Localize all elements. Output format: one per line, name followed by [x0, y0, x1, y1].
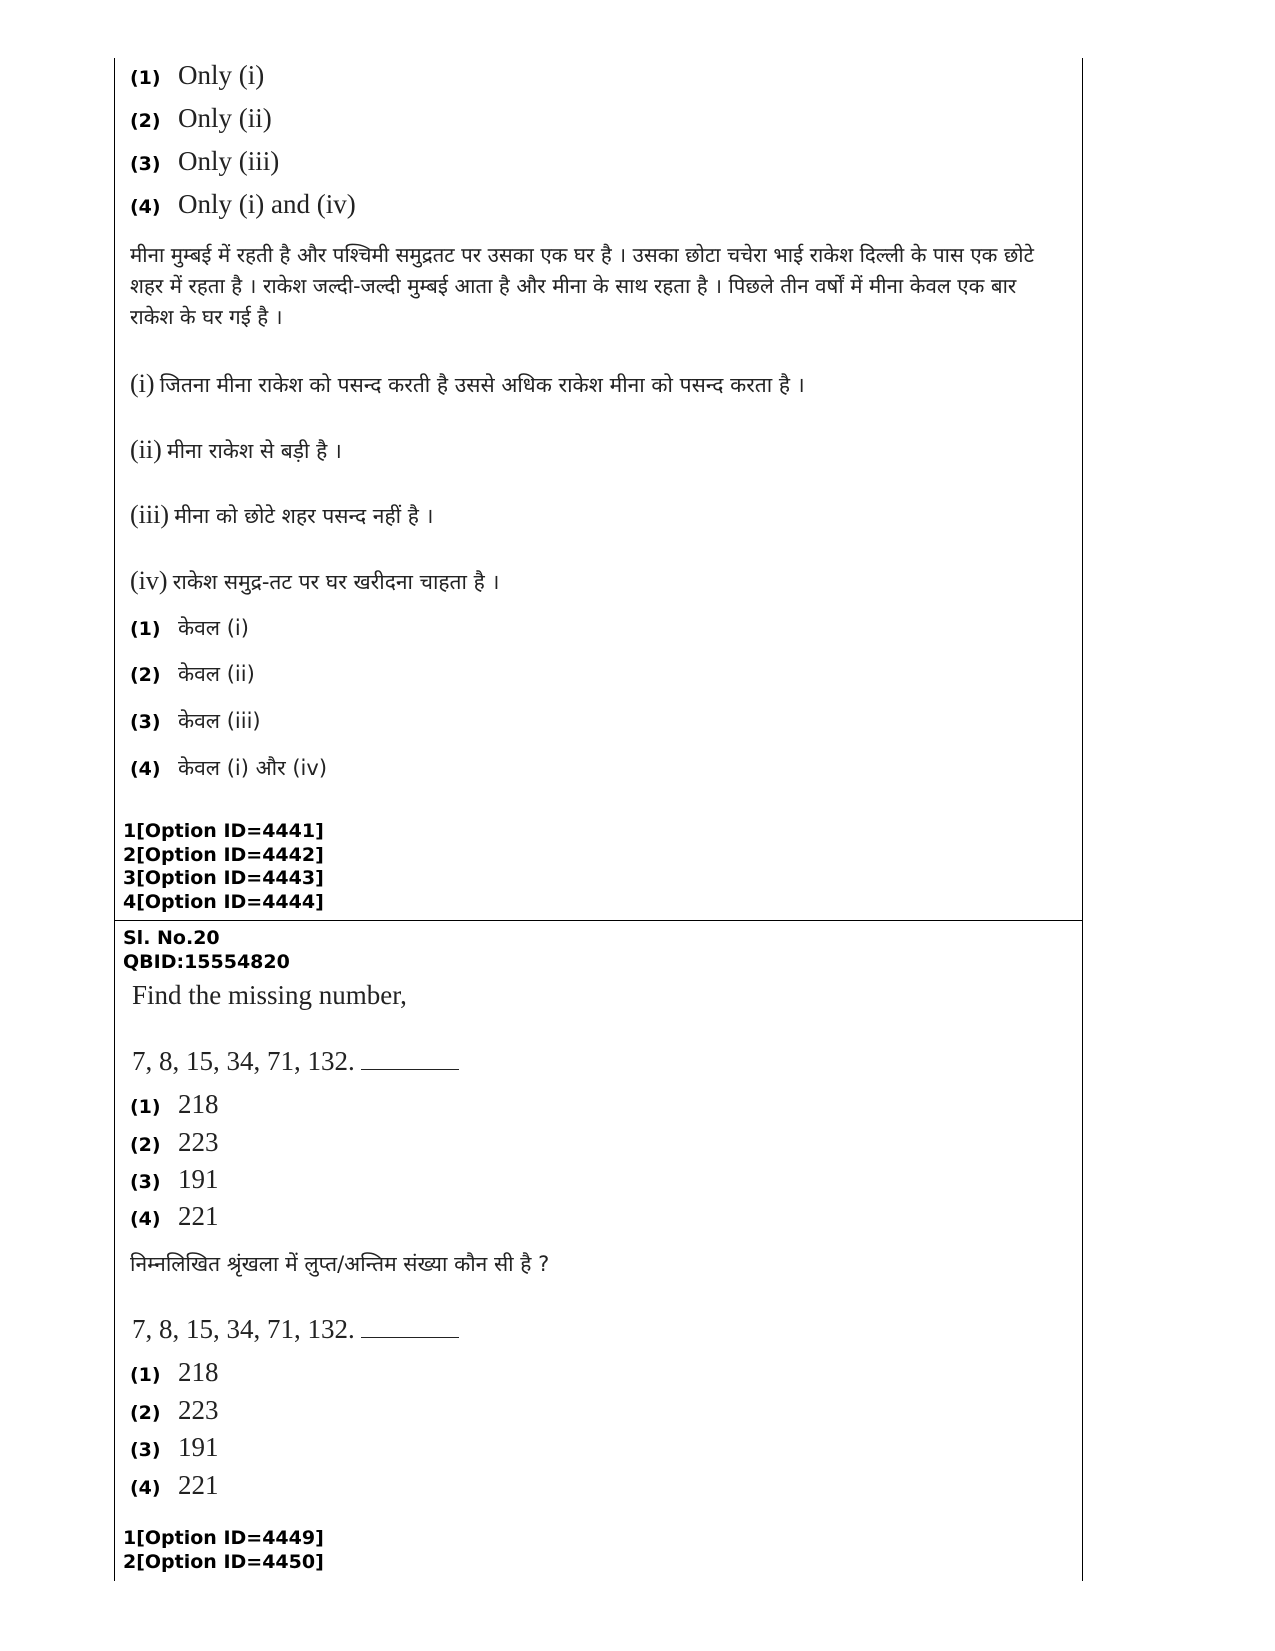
q20-hindi-option-3	[130, 1432, 219, 1463]
question-text: निम्नलिखित श्रृंखला में लुप्त/अन्तिम संख्या कौन सी है ?	[130, 1252, 550, 1276]
option-text: केवल (ii)	[178, 662, 255, 686]
option-text: 221	[178, 1201, 219, 1231]
option-id: 4[Option ID=4444]	[123, 890, 324, 913]
option-text: केवल (iii)	[178, 709, 261, 733]
option-number: (1)	[130, 67, 161, 89]
q19-hindi-statement-1	[130, 369, 805, 399]
series-text: 7, 8, 15, 34, 71, 132.	[132, 1314, 355, 1344]
q20-english-question: Find the missing number,	[132, 980, 407, 1010]
option-number: (2)	[130, 664, 161, 686]
q20-option-ids	[123, 1527, 324, 1574]
q19-english-option-3	[130, 146, 279, 177]
option-text: 218	[178, 1089, 219, 1119]
option-number: (2)	[130, 110, 161, 132]
serial-number: Sl. No.20	[123, 927, 220, 949]
option-text: केवल (i)	[178, 616, 249, 640]
option-text: केवल (i) और (iv)	[178, 756, 328, 780]
statement-text: मीना राकेश से बड़ी है ।	[167, 439, 342, 463]
q20-hindi-option-4	[130, 1470, 219, 1501]
option-id: 2[Option ID=4450]	[123, 1550, 324, 1573]
q19-hindi-option-4	[130, 754, 327, 782]
q19-hindi-statement-4	[130, 566, 499, 596]
option-number: (4)	[130, 758, 161, 780]
option-number: (2)	[130, 1402, 161, 1424]
qbid: QBID:15554820	[123, 951, 290, 973]
row-divider	[114, 920, 1083, 921]
option-number: (3)	[130, 1171, 161, 1193]
option-id: 1[Option ID=4449]	[123, 1527, 324, 1549]
option-text: Only (i)	[178, 60, 265, 90]
q20-hindi-option-1	[130, 1357, 219, 1388]
option-id: 3[Option ID=4443]	[123, 867, 324, 889]
option-text: 223	[178, 1127, 219, 1157]
answer-blank	[361, 1068, 459, 1070]
option-number: (3)	[130, 1439, 161, 1461]
option-id: 1[Option ID=4441]	[123, 820, 324, 842]
option-number: (1)	[130, 1096, 161, 1118]
q19-hindi-option-1	[130, 614, 249, 642]
right-border	[1082, 58, 1083, 1581]
q20-hindi-question	[130, 1250, 549, 1278]
option-id: 2[Option ID=4442]	[123, 843, 324, 866]
option-number: (3)	[130, 711, 161, 733]
option-number: (1)	[130, 618, 161, 640]
option-number: (2)	[130, 1134, 161, 1156]
q20-english-option-1	[130, 1089, 219, 1120]
statement-text: मीना को छोटे शहर पसन्द नहीं है ।	[174, 504, 434, 528]
q19-option-ids	[123, 820, 324, 914]
q19-hindi-option-2	[130, 660, 255, 688]
option-text: 191	[178, 1432, 219, 1462]
statement-number: (ii)	[130, 435, 162, 464]
option-text: Only (iii)	[178, 146, 280, 176]
option-text: Only (i) and (iv)	[178, 189, 356, 219]
option-text: 191	[178, 1164, 219, 1194]
option-number: (4)	[130, 1208, 161, 1230]
option-text: 223	[178, 1395, 219, 1425]
option-text: Only (ii)	[178, 103, 272, 133]
q19-english-option-4	[130, 189, 356, 220]
q19-english-option-1	[130, 60, 264, 91]
statement-number: (iii)	[130, 500, 169, 529]
option-text: 221	[178, 1470, 219, 1500]
statement-number: (iv)	[130, 566, 168, 595]
q20-hindi-series	[132, 1314, 459, 1345]
q19-hindi-passage: मीना मुम्बई में रहती है और पश्चिमी समुद्रतट पर उसका एक घर है । उसका छोटा चचेरा भाई राकेश दिल्ली के पास एक छोटे शहर में रहता है । राकेश जल्दी-जल्दी मुम्बई आता है और मीना के साथ रहता है । पिछले तीन वर्षों में मीना केवल एक बार राकेश के घर गई है ।	[130, 243, 1034, 329]
q20-english-series	[132, 1046, 459, 1077]
q19-hindi-statement-2	[130, 435, 342, 465]
statement-number: (i)	[130, 369, 155, 398]
option-number: (3)	[130, 153, 161, 175]
left-border	[114, 58, 115, 1581]
q19-hindi-statement-3	[130, 500, 434, 530]
statement-text: जितना मीना राकेश को पसन्द करती है उससे अधिक राकेश मीना को पसन्द करता है ।	[159, 373, 805, 397]
q20-meta	[123, 926, 290, 974]
q20-english-option-2	[130, 1127, 219, 1158]
option-text: 218	[178, 1357, 219, 1387]
q19-english-option-2	[130, 103, 272, 134]
answer-blank	[361, 1336, 459, 1338]
q20-hindi-option-2	[130, 1395, 219, 1426]
statement-text: राकेश समुद्र-तट पर घर खरीदना चाहता है ।	[172, 570, 500, 594]
option-number: (4)	[130, 1477, 161, 1499]
q19-hindi-option-3	[130, 707, 261, 735]
q20-english-option-3	[130, 1164, 219, 1195]
option-number: (4)	[130, 196, 161, 218]
q20-english-option-4	[130, 1201, 219, 1232]
series-text: 7, 8, 15, 34, 71, 132.	[132, 1046, 355, 1076]
option-number: (1)	[130, 1364, 161, 1386]
